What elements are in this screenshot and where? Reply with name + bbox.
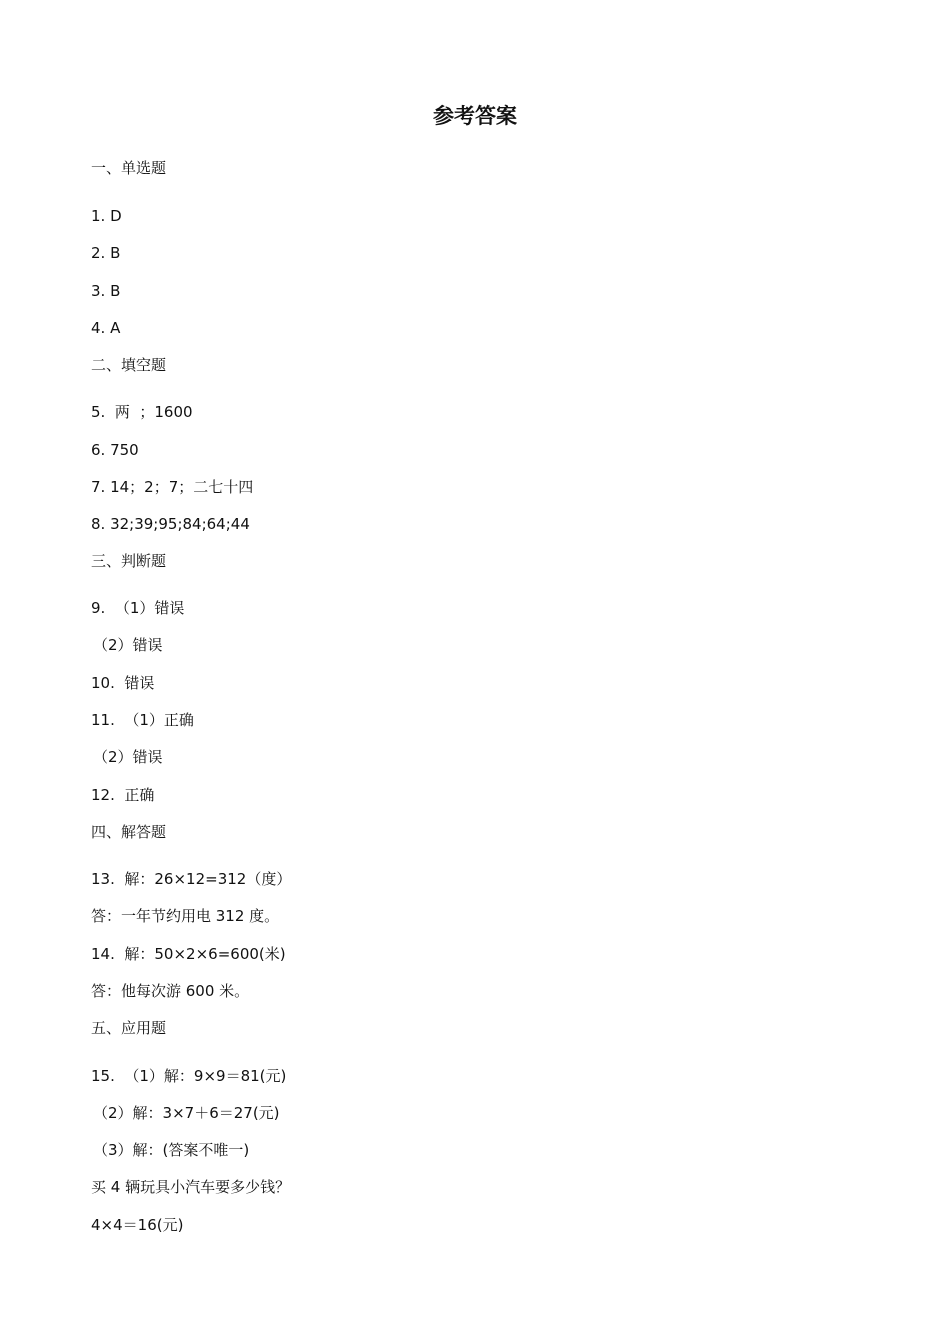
answer-line-15-calc: 4×4＝16(元) [91,1216,184,1234]
answer-line-12: 12. 正确 [91,786,155,804]
section-heading-single-choice: 一、单选题 [91,159,167,177]
answer-line-10: 10. 错误 [91,674,155,692]
answer-line-15: 15. （1）解：9×9＝81(元) [91,1067,287,1085]
answer-line-5: 5. 两 ；1600 [91,403,193,421]
answer-line-15-part2: （2）解：3×7＋6＝27(元) [93,1104,280,1122]
answer-line-2: 2. B [91,244,121,262]
answer-line-13: 13. 解：26×12=312（度） [91,870,292,888]
answer-line-3: 3. B [91,282,121,300]
section-heading-fill-blank: 二、填空题 [91,356,167,374]
answer-line-9-part2: （2）错误 [93,636,163,654]
answer-line-14-reply: 答：他每次游 600 米。 [91,982,250,1000]
section-heading-application: 五、应用题 [91,1019,167,1037]
answer-line-4: 4. A [91,319,121,337]
answer-line-15-part3: （3）解：(答案不唯一) [93,1141,250,1159]
answer-line-11: 11. （1）正确 [91,711,194,729]
answer-line-9: 9. （1）错误 [91,599,185,617]
answer-line-6: 6. 750 [91,441,139,459]
answer-line-14: 14. 解：50×2×6=600(米) [91,945,286,963]
answer-line-7: 7. 14；2；7；二七十四 [91,478,254,496]
page-title: 参考答案 [433,104,517,128]
section-heading-solve: 四、解答题 [91,823,167,841]
answer-line-15-question: 买 4 辆玩具小汽车要多少钱？ [91,1178,291,1196]
answer-line-8: 8. 32;39;95;84;64;44 [91,515,250,533]
answer-line-11-part2: （2）错误 [93,748,163,766]
section-heading-true-false: 三、判断题 [91,552,167,570]
answer-line-1: 1. D [91,207,122,225]
answer-line-13-reply: 答：一年节约用电 312 度。 [91,907,280,925]
